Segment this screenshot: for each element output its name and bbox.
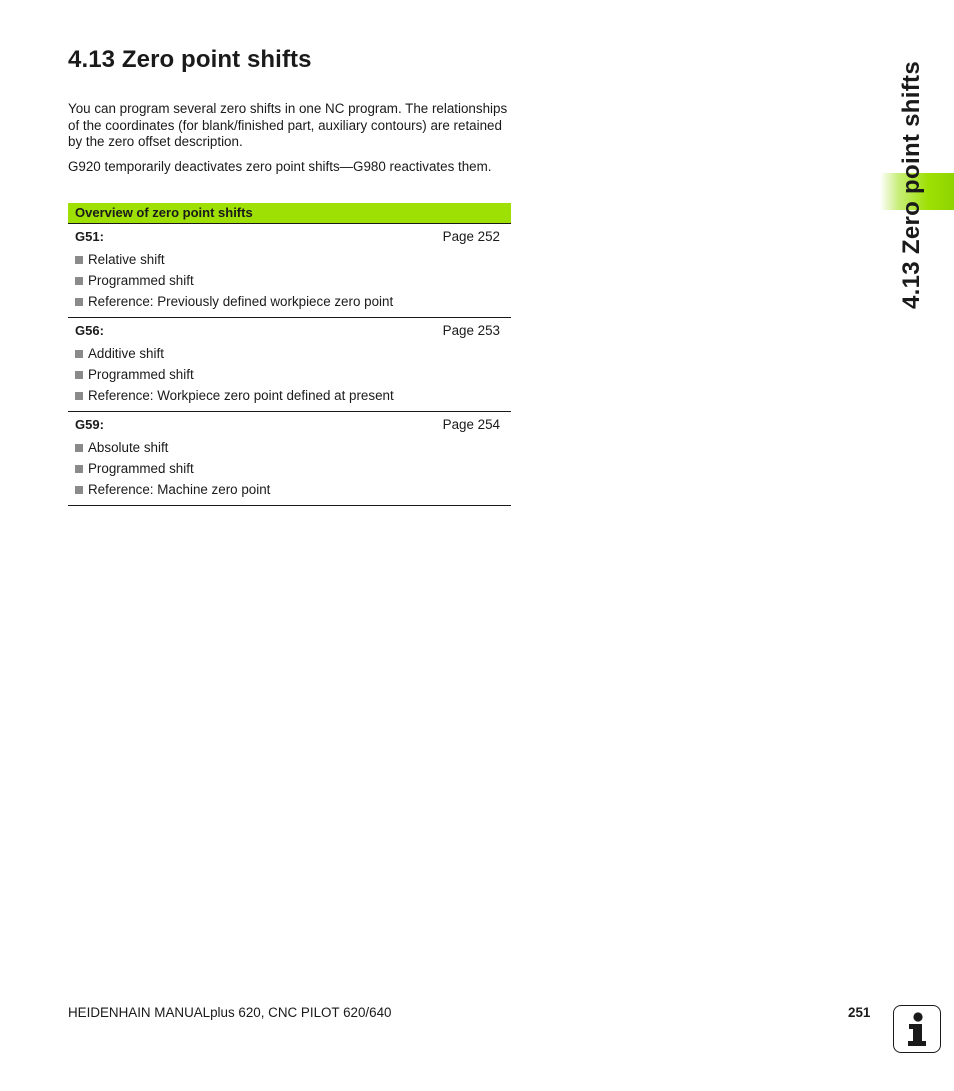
info-icon	[893, 1005, 941, 1053]
list-item-text: Additive shift	[88, 346, 164, 361]
page-title: 4.13 Zero point shifts	[68, 46, 312, 73]
g-code: G56:	[75, 323, 104, 338]
table-group-g51	[68, 224, 511, 318]
bullet-icon	[75, 298, 83, 306]
list-item-text: Absolute shift	[88, 440, 169, 455]
intro-text	[68, 101, 508, 183]
item-list	[68, 343, 511, 406]
list-item	[68, 364, 511, 385]
page-reference: Page 253	[442, 323, 500, 338]
list-item-text: Programmed shift	[88, 273, 194, 288]
list-item	[68, 437, 511, 458]
bullet-icon	[75, 350, 83, 358]
table-group-g59	[68, 412, 511, 506]
footer-text: HEIDENHAIN MANUALplus 620, CNC PILOT 620/640	[68, 1005, 392, 1020]
list-item-text: Reference: Machine zero point	[88, 482, 271, 497]
table-header: Overview of zero point shifts	[68, 203, 511, 224]
page-reference: Page 252	[442, 229, 500, 244]
list-item	[68, 458, 511, 479]
item-list	[68, 249, 511, 312]
bullet-icon	[75, 371, 83, 379]
list-item-text: Reference: Workpiece zero point defined at present	[88, 388, 394, 403]
g-code: G59:	[75, 417, 104, 432]
bullet-icon	[75, 465, 83, 473]
group-header	[68, 224, 511, 249]
table-group-g56	[68, 318, 511, 412]
bullet-icon	[75, 256, 83, 264]
side-tab-label: 4.13 Zero point shifts	[898, 61, 925, 309]
item-list	[68, 437, 511, 500]
list-item	[68, 270, 511, 291]
bullet-icon	[75, 444, 83, 452]
list-item-text: Programmed shift	[88, 367, 194, 382]
intro-paragraph: G920 temporarily deactivates zero point shifts—G980 reactivates them.	[68, 158, 492, 174]
group-header	[68, 318, 511, 343]
bullet-icon	[75, 277, 83, 285]
intro-paragraph: You can program several zero shifts in one NC program. The relationships of the coordinates (for blank/finished part, auxiliary contours) are retained by the zero offset description.	[68, 101, 508, 149]
list-item-text: Reference: Previously defined workpiece zero point	[88, 294, 394, 309]
info-icon-glyph	[894, 1006, 939, 1051]
bullet-icon	[75, 486, 83, 494]
g-code: G51:	[75, 229, 104, 244]
list-item	[68, 249, 511, 270]
page-number: 251	[848, 1005, 871, 1020]
overview-table	[68, 203, 511, 506]
list-item	[68, 343, 511, 364]
list-item	[68, 385, 511, 406]
list-item	[68, 479, 511, 500]
page-reference: Page 254	[442, 417, 500, 432]
list-item	[68, 291, 511, 312]
group-header	[68, 412, 511, 437]
list-item-text: Relative shift	[88, 252, 165, 267]
list-item-text: Programmed shift	[88, 461, 194, 476]
bullet-icon	[75, 392, 83, 400]
